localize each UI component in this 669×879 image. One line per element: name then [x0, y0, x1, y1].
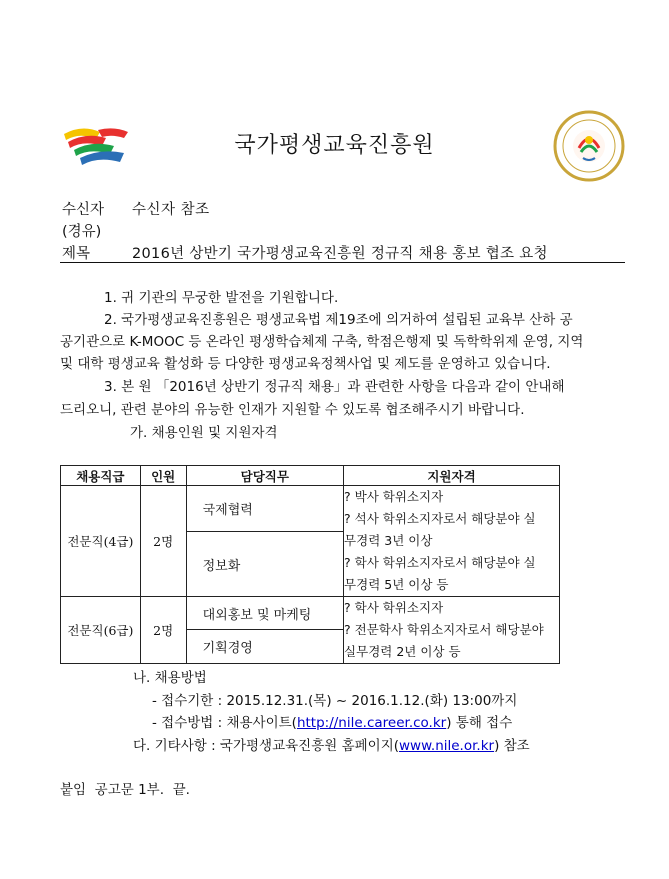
paragraph-2-line-1: 2. 국가평생교육진흥원은 평생교육법 제19조에 의거하여 설립된 교육부 산하 공 — [104, 312, 573, 328]
qualification-line: 실무경력 2년 이상 등 — [344, 644, 461, 659]
method-prefix: - 접수방법 : 채용사이트( — [152, 715, 297, 731]
grade-cell: 전문직(4급) — [61, 486, 141, 597]
table-header-row — [61, 466, 560, 486]
recipient-value: 수신자 참조 — [132, 202, 210, 218]
qualification-line: ? 학사 학위소지자로서 해당분야 실 — [344, 555, 536, 570]
header-grade: 채용직급 — [61, 466, 141, 486]
subject-value: 2016년 상반기 국가평생교육진흥원 정규직 채용 홍보 협조 요청 — [132, 246, 548, 262]
qualification-line: 무경력 3년 이상 — [344, 533, 433, 548]
homepage-link[interactable]: www.nile.or.kr — [399, 738, 495, 754]
qualification-cell — [344, 486, 560, 597]
lifelong-learning-emblem-icon — [553, 110, 625, 182]
recipient-label: 수신자 — [62, 202, 105, 218]
count-cell: 2명 — [140, 486, 186, 597]
header-qualification: 지원자격 — [344, 466, 560, 486]
duty-cell: 국제협력 — [186, 486, 343, 532]
paragraph-2-line-3: 및 대학 평생교육 활성화 등 다양한 평생교육정책사업 및 제도를 운영하고 있습니다. — [60, 356, 551, 372]
count-cell: 2명 — [140, 597, 186, 664]
paragraph-1: 1. 귀 기관의 무궁한 발전을 기원합니다. — [104, 290, 339, 306]
section-na-heading: 나. 채용방법 — [133, 670, 207, 686]
duty-cell: 기획경영 — [186, 630, 343, 664]
career-site-link[interactable]: http://nile.career.co.kr — [296, 715, 447, 731]
table-row — [61, 486, 560, 532]
subject-label: 제목 — [62, 246, 91, 262]
duty-cell: 정보화 — [186, 532, 343, 597]
paragraph-3-line-2: 드리오니, 관련 분야의 유능한 인재가 지원할 수 있도록 협조해주시기 바랍니다. — [60, 402, 525, 418]
qualification-line: ? 박사 학위소지자 — [344, 489, 444, 504]
header-count: 인원 — [140, 466, 186, 486]
deadline-line: - 접수기한 : 2015.12.31.(목) ~ 2016.1.12.(화) 13:00까지 — [152, 693, 518, 709]
paragraph-3-line-1: 3. 본 원 「2016년 상반기 정규직 채용」과 관련한 사항을 다음과 같이 안내해 — [104, 379, 565, 395]
qualification-line: ? 전문학사 학위소지자로서 해당분야 — [344, 622, 544, 637]
application-method-line — [152, 711, 512, 731]
subject-divider — [60, 262, 625, 263]
table-row — [61, 597, 560, 630]
qualification-line: ? 석사 학위소지자로서 해당분야 실 — [344, 511, 536, 526]
other-suffix: ) 참조 — [494, 738, 530, 754]
grade-cell: 전문직(6급) — [61, 597, 141, 664]
qualification-cell — [344, 597, 560, 664]
attachment-note: 붙임 공고문 1부. 끝. — [60, 782, 190, 798]
qualification-line: ? 학사 학위소지자 — [344, 600, 444, 615]
section-da-line — [133, 734, 530, 754]
header-duty: 담당직무 — [186, 466, 343, 486]
method-suffix: ) 통해 접수 — [446, 715, 513, 731]
organization-title: 국가평생교육진흥원 — [234, 133, 435, 158]
qualification-line: 무경력 5년 이상 등 — [344, 577, 449, 592]
via-label: (경유) — [62, 224, 102, 240]
section-ga-heading: 가. 채용인원 및 지원자격 — [130, 425, 278, 441]
other-prefix: 다. 기타사항 : 국가평생교육진흥원 홈페이지( — [133, 738, 400, 754]
recruitment-table — [60, 465, 560, 664]
duty-cell: 대외홍보 및 마케팅 — [186, 597, 343, 630]
paragraph-2-line-2: 공기관으로 K-MOOC 등 온라인 평생학습체제 구축, 학점은행제 및 독학학위제 운영, 지역 — [60, 334, 584, 350]
